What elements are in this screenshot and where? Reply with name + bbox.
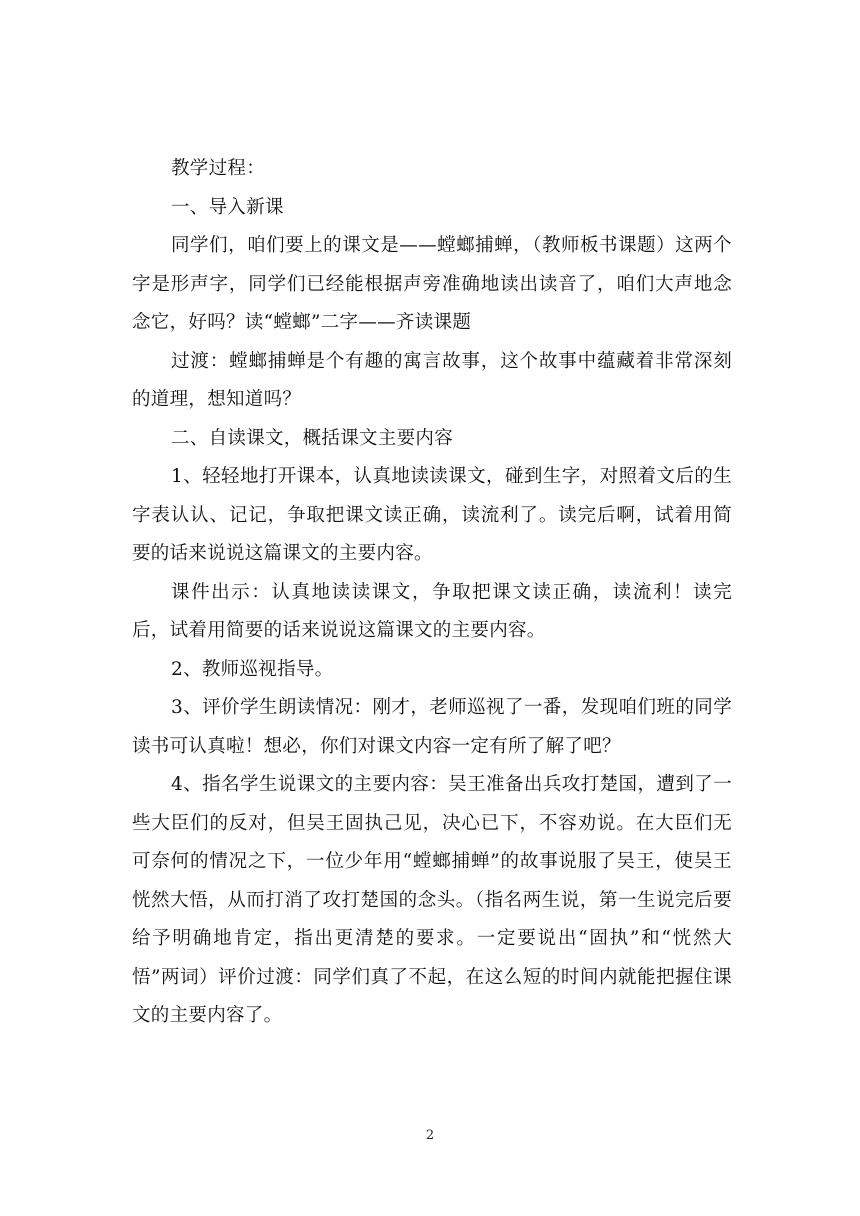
document-body [132,150,732,1036]
paragraph-step-1: 1、轻轻地打开课本，认真地读读课文，碰到生字，对照着文后的生字表认认、记记，争取把课文读正确，读流利了。读完后啊，试着用简要的话来说说这篇课文的主要内容。 [132,466,732,564]
paragraph-section-1-title: 一、导入新课 [171,196,284,218]
paragraph-intro: 同学们，咱们要上的课文是——螳螂捕蝉，（教师板书课题）这两个字是形声字，同学们已经能根据声旁准确地读出读音了，咱们大声地念念它，好吗？读“螳螂”二字——齐读课题 [132,235,732,333]
paragraph-heading-process: 教学过程： [171,158,266,179]
paragraph-step-4: 4、指名学生说课文的主要内容：吴王准备出兵攻打楚国，遭到了一些大臣们的反对，但吴王固执己见，决心已下，不容劝说。在大臣们无可奈何的情况之下，一位少年用“螳螂捕蝉”的故事说服了吴王，使吴王恍然大悟，从而打消了攻打楚国的念头。（指名两生说，第一生说完后要给予明确地肯定，指出更清楚的要求。一定要说出“固执”和“恍然大悟”两词）评价过渡：同学们真了不起，在这么短的时间内就能把握住课文的主要内容了。 [132,774,732,1026]
paragraph-section-2-title: 二、自读课文，概括课文主要内容 [171,427,454,449]
paragraph-step-3: 3、评价学生朗读情况：刚才，老师巡视了一番，发现咱们班的同学读书可认真啦！想必，你们对课文内容一定有所了解了吧？ [132,697,732,757]
paragraph-transition: 过渡：螳螂捕蝉是个有趣的寓言故事，这个故事中蕴藏着非常深刻的道理，想知道吗？ [132,350,732,410]
paragraph-step-2: 2、教师巡视指导。 [171,658,334,680]
page-number: 2 [425,1128,435,1143]
paragraph-courseware: 课件出示：认真地读读课文，争取把课文读正确，读流利！读完后，试着用简要的话来说说这篇课文的主要内容。 [132,581,732,641]
